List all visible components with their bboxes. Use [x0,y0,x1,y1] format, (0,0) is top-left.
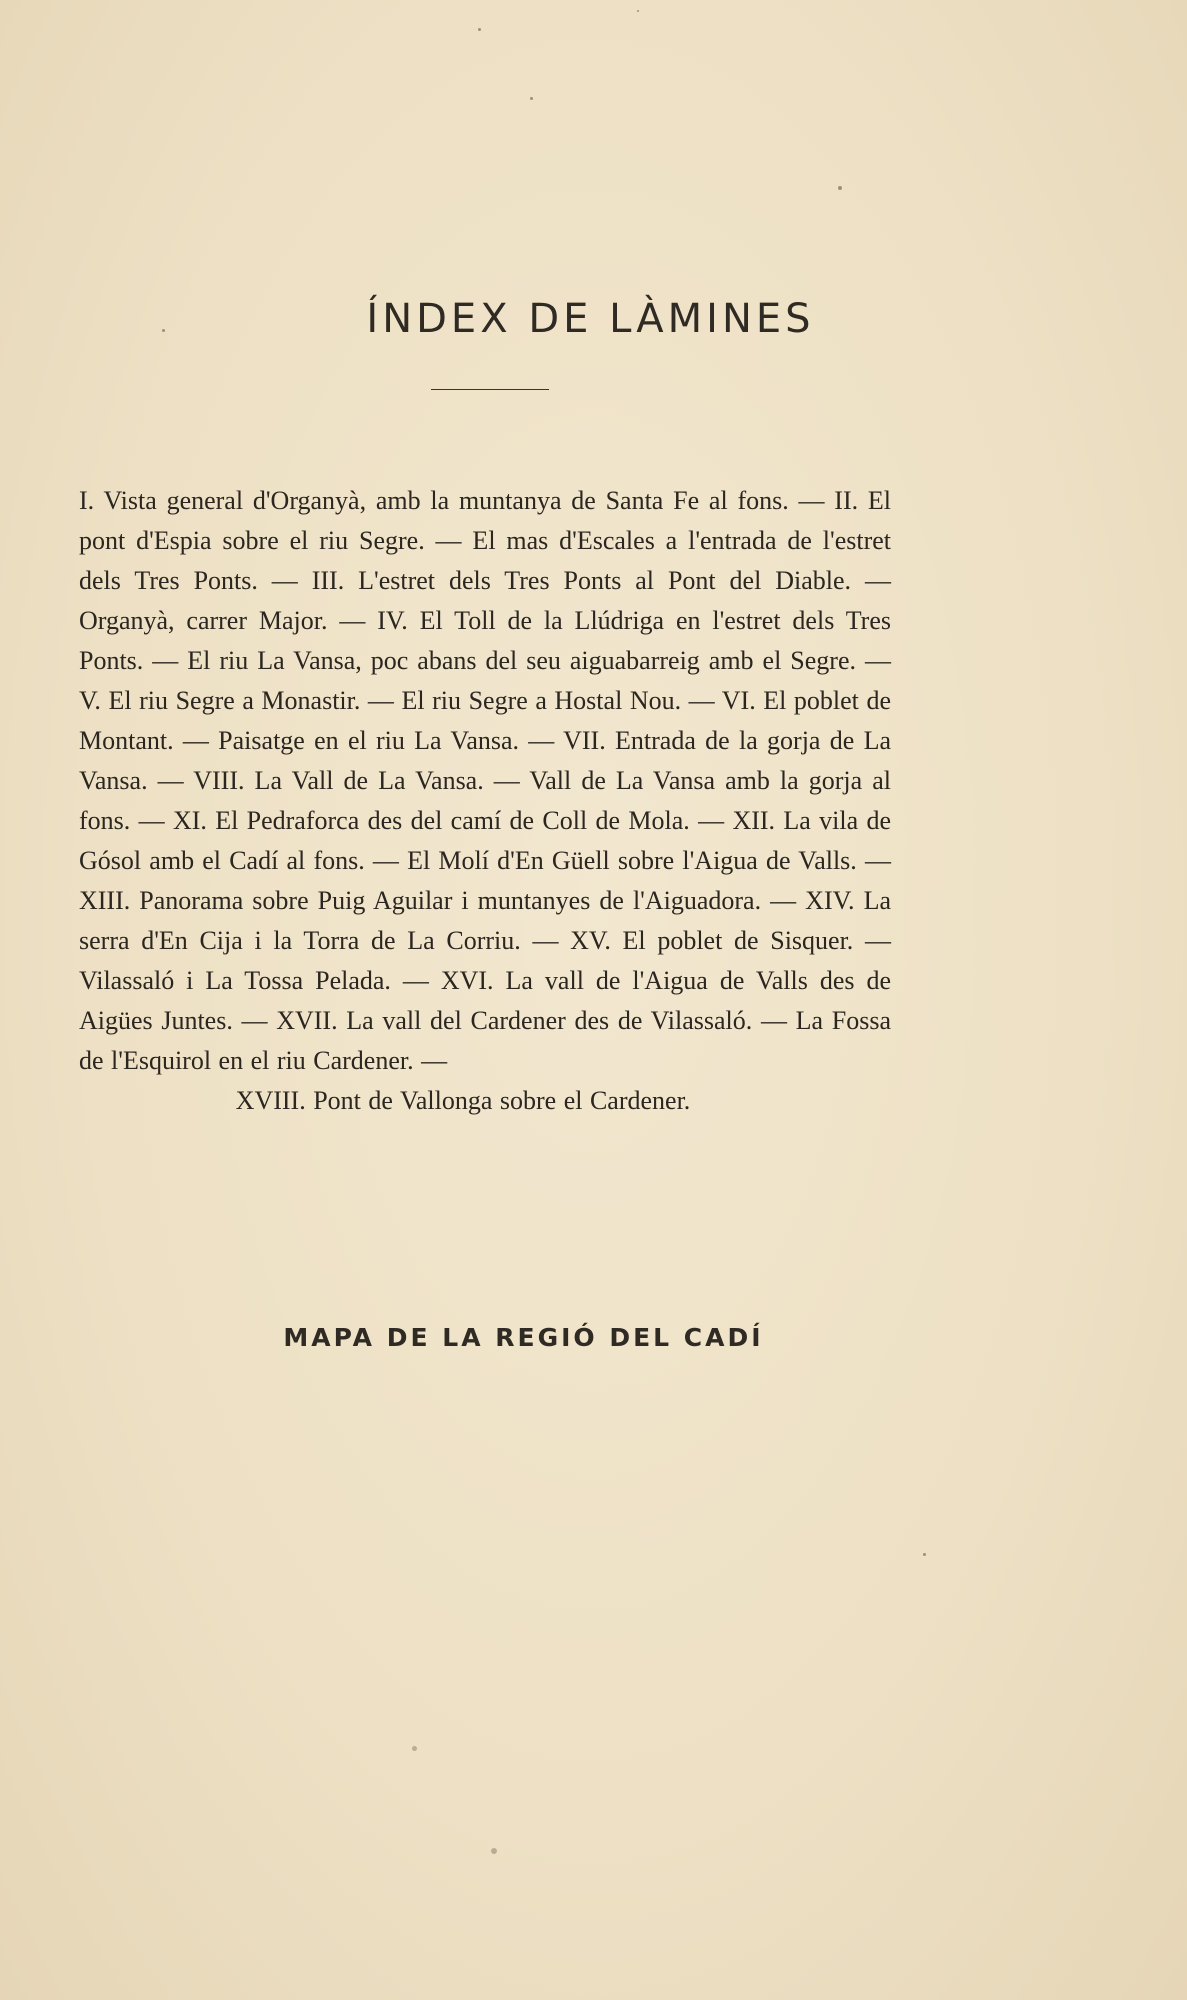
plates-list-last-line: XVIII. Pont de Vallonga sobre el Cardener. [235,1086,691,1115]
paper-speck [491,1848,497,1854]
paper-speck [923,1553,926,1556]
map-heading [0,1323,1187,1352]
paper-speck [530,97,533,100]
plates-list-text: I. Vista general d'Organyà, amb la muntanya de Santa Fe al fons. — II. El pont d'Espia sobre el riu Segre. — El mas d'Escales a l'entrada de l'estret dels Tres Ponts. — III. L'estret dels Tres Ponts al Pont del Diable. — Organyà, carrer Major. — IV. El Toll de la Llúdriga en l'estret dels Tres Ponts. — El riu La Vansa, poc abans del seu aiguabarreig amb el Segre. — V. El riu Segre a Monastir. — El riu Segre a Hostal Nou. — VI. El poblet de Montant. — Paisatge en el riu La Vansa. — VII. Entrada de la gorja de La Vansa. — VIII. La Vall de La Vansa. — Vall de La Vansa amb la gorja al fons. — XI. El Pedraforca des del camí de Coll de Mola. — XII. La vila de Gósol amb el Cadí al fons. — El Molí d'En Güell sobre l'Aigua de Valls. — XIII. Panorama sobre Puig Aguilar i muntanyes de l'Aiguadora. — XIV. La serra d'En Cija i la Torra de La Corriu. — XV. El poblet de Sisquer. — Vilassaló i La Tossa Pelada. — XVI. La vall de l'Aigua de Valls des de Aigües Juntes. — XVII. La vall del Cardener des de Vilassaló. — La Fossa de l'Esquirol en el riu Cardener. — [79,486,891,1075]
paper-speck [162,329,165,332]
paper-speck [412,1746,417,1751]
index-heading-text: ÍNDEX DE LÀMINES [366,296,815,342]
paper-speck [838,186,842,190]
plates-list-paragraph [79,481,891,1121]
paper-speck [478,28,481,31]
heading-divider [431,389,549,390]
index-heading [0,296,1187,342]
paper-speck [637,10,639,12]
map-heading-text: MAPA DE LA REGIÓ DEL CADÍ [283,1323,764,1352]
